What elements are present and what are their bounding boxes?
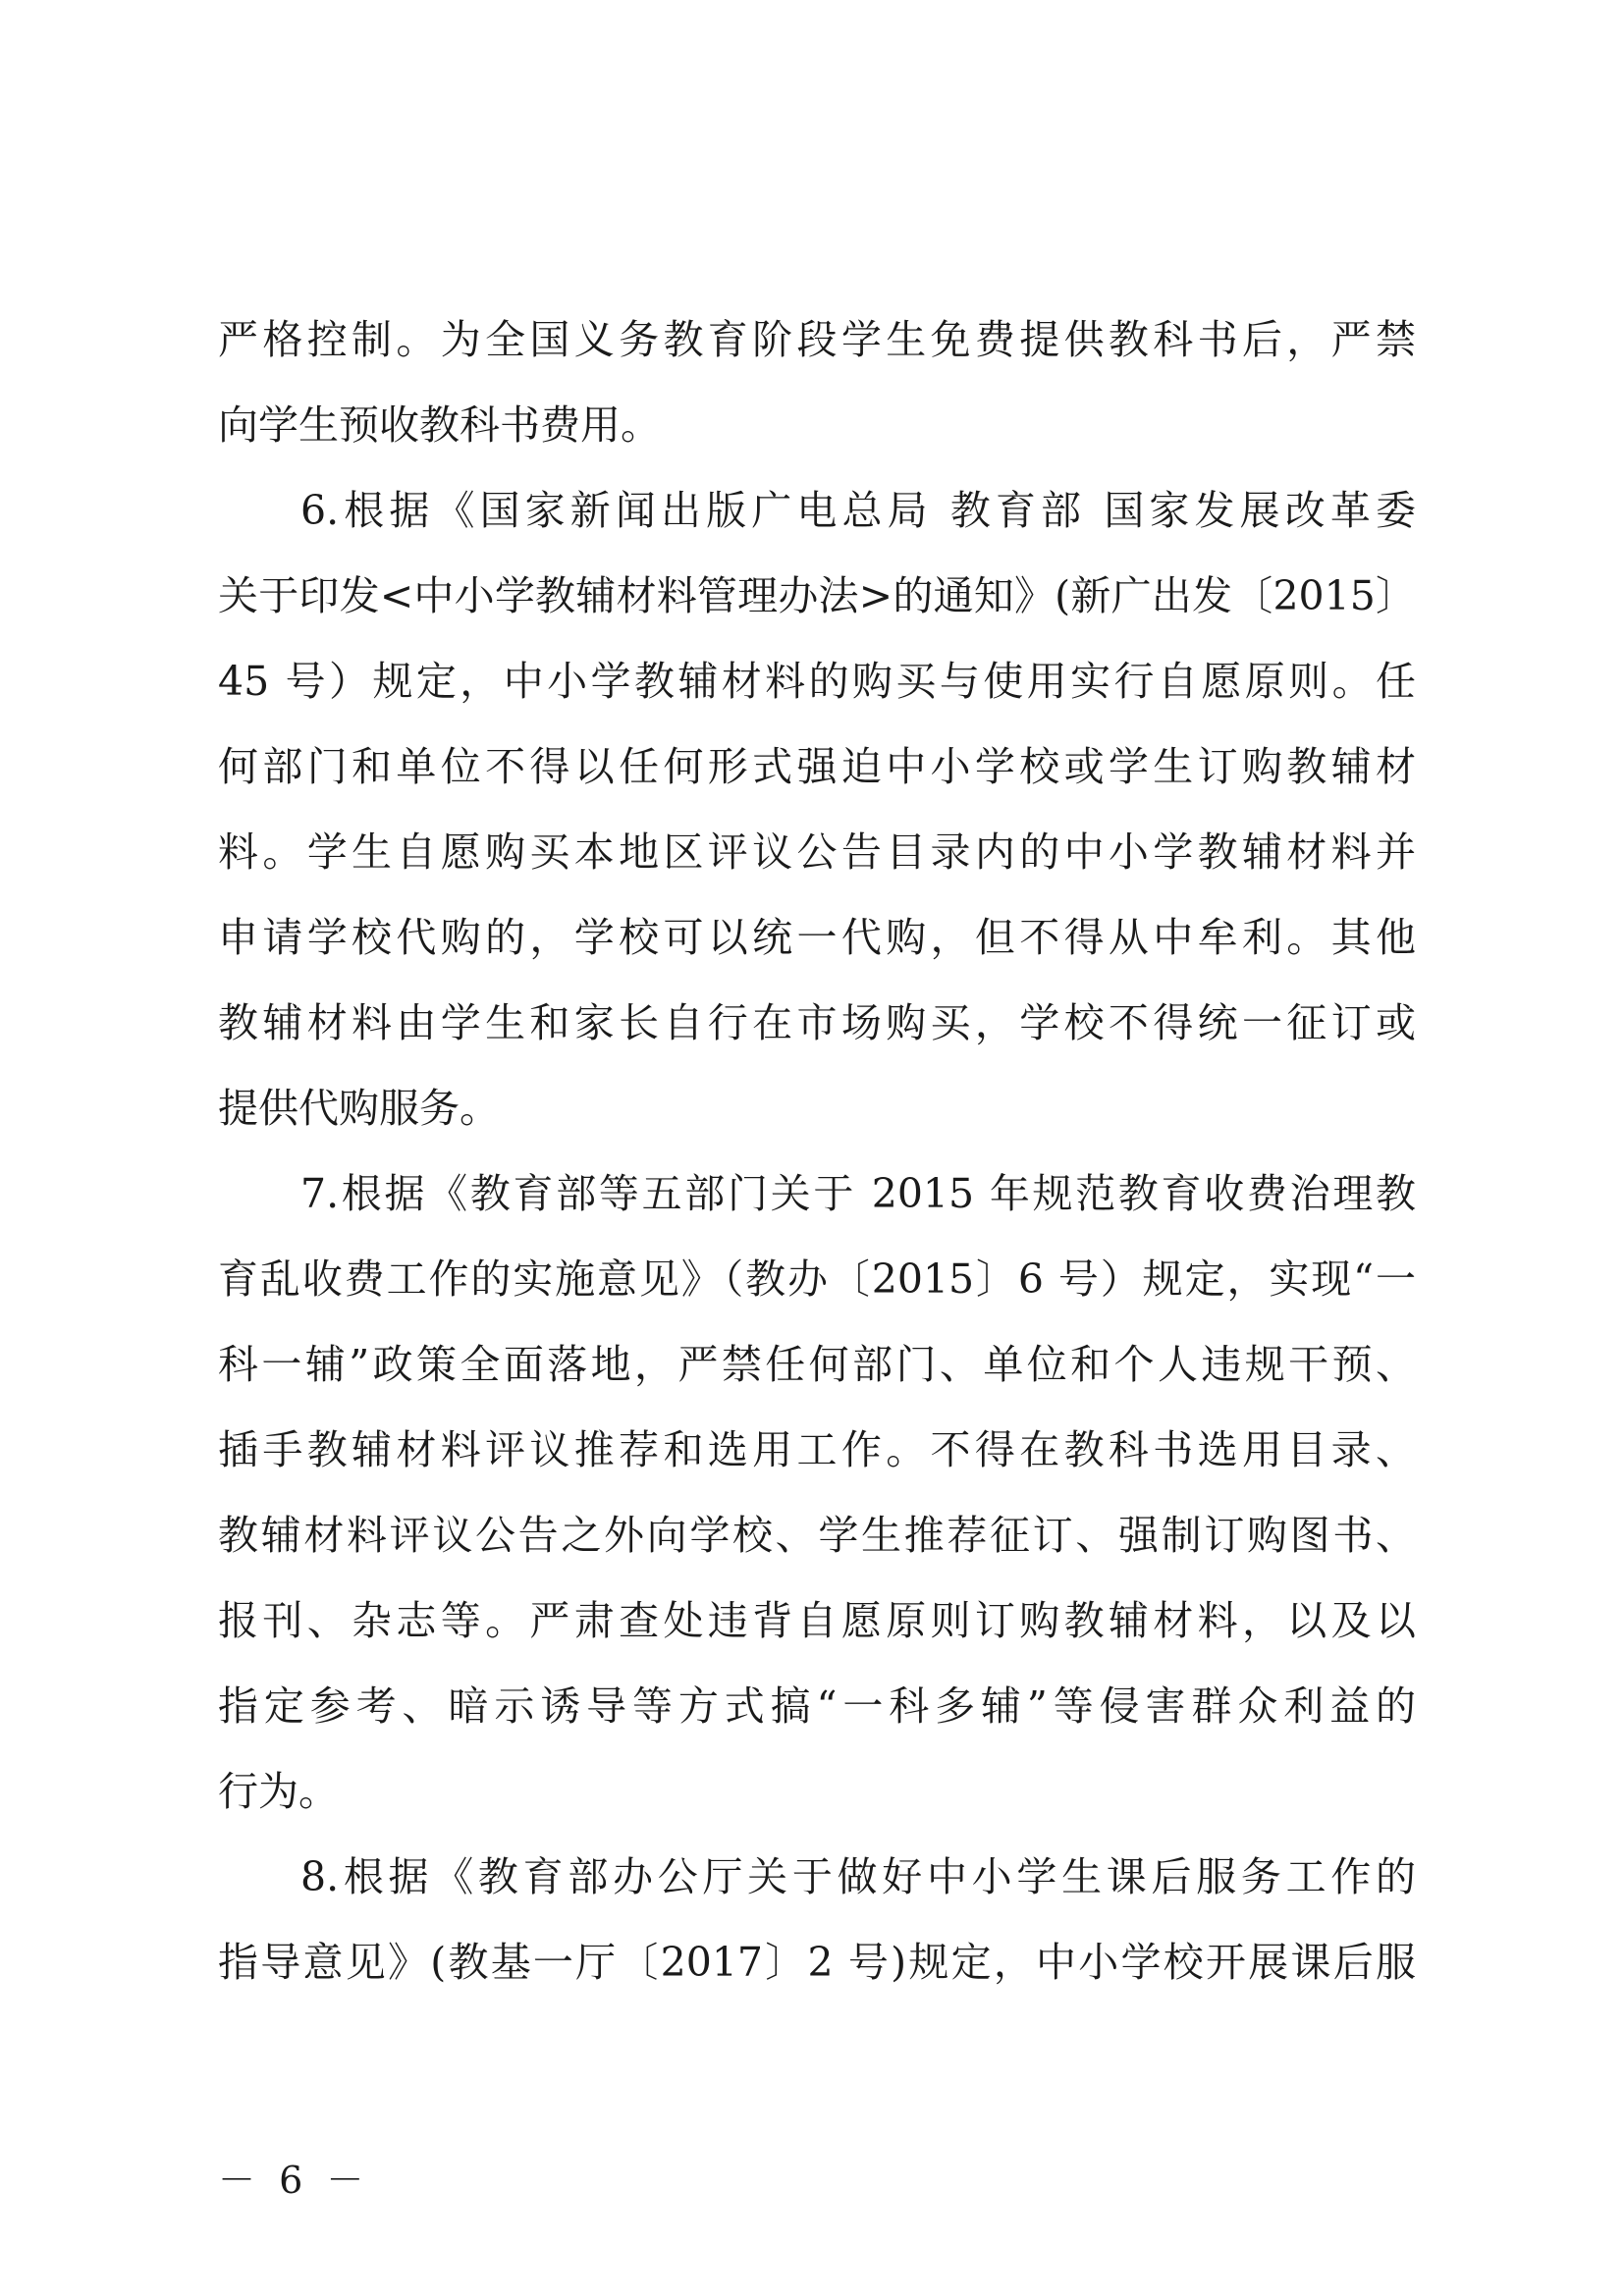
body-line: 关于印发<中小学教辅材料管理办法>的通知》(新广出发〔2015〕 xyxy=(218,572,1416,619)
body-line: 严格控制。为全国义务教育阶段学生免费提供教科书后，严禁 xyxy=(218,316,1416,363)
body-line: 教辅材料评议公告之外向学校、学生推荐征订、强制订购图书、 xyxy=(218,1512,1416,1559)
body-line: 45 号）规定，中小学教辅材料的购买与使用实行自愿原则。任 xyxy=(218,658,1416,705)
body-line: 7.根据《教育部等五部门关于 2015 年规范教育收费治理教 xyxy=(300,1170,1416,1217)
body-line: 指导意见》(教基一厅〔2017〕2 号)规定，中小学校开展课后服 xyxy=(218,1939,1416,1986)
document-body xyxy=(218,297,1416,2005)
body-line: 插手教辅材料评议推荐和选用工作。不得在教科书选用目录、 xyxy=(218,1426,1416,1473)
body-line: 8.根据《教育部办公厅关于做好中小学生课后服务工作的 xyxy=(300,1853,1416,1900)
body-line: 教辅材料由学生和家长自行在市场购买，学校不得统一征订或 xyxy=(218,999,1416,1046)
body-line: 料。学生自愿购买本地区评议公告目录内的中小学教辅材料并 xyxy=(218,828,1416,876)
body-line: 育乱收费工作的实施意见》（教办〔2015〕6 号）规定，实现“一 xyxy=(218,1255,1416,1303)
body-line: 申请学校代购的，学校可以统一代购，但不得从中牟利。其他 xyxy=(218,914,1416,961)
page-number: － 6 － xyxy=(218,2159,370,2202)
body-line: 科一辅”政策全面落地，严禁任何部门、单位和个人违规干预、 xyxy=(218,1341,1416,1388)
body-line: 提供代购服务。 xyxy=(218,1085,500,1132)
body-line: 行为。 xyxy=(218,1768,339,1815)
body-line: 何部门和单位不得以任何形式强迫中小学校或学生订购教辅材 xyxy=(218,743,1416,790)
body-line: 向学生预收教科书费用。 xyxy=(218,401,661,449)
body-line: 报刊、杂志等。严肃查处违背自愿原则订购教辅材料，以及以 xyxy=(218,1597,1416,1644)
body-line: 指定参考、暗示诱导等方式搞“一科多辅”等侵害群众利益的 xyxy=(218,1682,1416,1730)
body-line: 6.根据《国家新闻出版广电总局 教育部 国家发展改革委 xyxy=(300,487,1416,534)
